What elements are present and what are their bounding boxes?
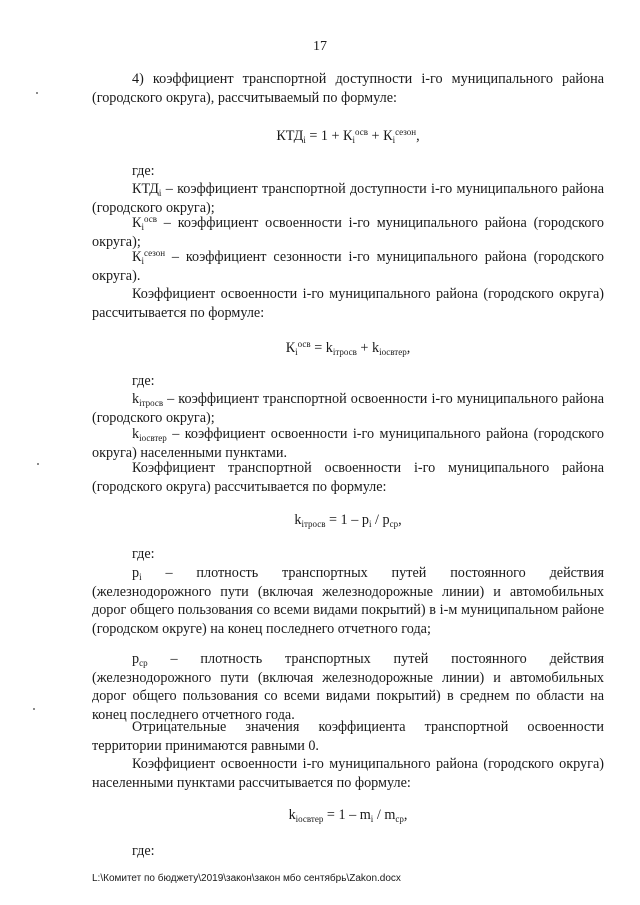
def-ktd [92, 180, 604, 217]
formula-ktd-plus: + К [368, 128, 393, 144]
where-label-2: где: [132, 373, 155, 389]
def-ksez-sym: К [132, 249, 142, 265]
para-osvter: Коэффициент освоенности i-го муниципального района (городского округа) населенными пунктами рассчитывается по формуле: [92, 756, 604, 791]
where-label-3: где: [132, 546, 155, 562]
def-kosvter-sub: iосвтер [139, 433, 167, 443]
def-ktd-sub: i [158, 188, 162, 198]
formula-ktd-lhs: КТД [276, 128, 304, 144]
scan-speck [33, 708, 35, 710]
para-trosv: Коэффициент транспортной освоенности i-го муниципального района (городского округа) рассчитывается по формуле: [92, 460, 604, 495]
formula-ktd-k1-sub: i [352, 135, 356, 145]
def-ktrosv [92, 390, 604, 427]
def-pcp [92, 650, 604, 724]
def-kosv [92, 214, 604, 251]
formula-ktd [92, 127, 604, 146]
scan-speck [37, 463, 39, 465]
formula-ktrosv-pcp-sub: ср [389, 519, 399, 529]
formula-kosv-lhs: К [285, 340, 296, 356]
page-number: 17 [313, 39, 327, 54]
formula-kosv-t2-sub: iосвтер [379, 347, 407, 357]
formula-kosvter-div: / m [373, 807, 396, 823]
def-kosv-sym: К [132, 215, 142, 231]
def-pcp-text: – плотность транспортных путей постоянного действия (железнодорожного пути (включая железнодорожные линии) и автомобильных дорог общего пользования со всеми видами покрытий) в среднем по области на конец последнего отчетного года. [92, 651, 604, 723]
formula-ktd-k1-sup: осв [355, 127, 368, 137]
formula-ktd-eq: = 1 + К [305, 128, 353, 144]
formula-ktrosv-end: , [398, 512, 402, 528]
formula-ktrosv [92, 511, 604, 530]
def-pi-sym: p [132, 565, 140, 581]
formula-kosvter-rhs: = 1 – m [323, 807, 371, 823]
where-label-4: где: [132, 843, 155, 859]
def-kosvter [92, 425, 604, 462]
formula-ktrosv-lhs-sub: iтросв [301, 519, 326, 529]
def-kosvter-sym: k [132, 426, 140, 442]
def-ksez-text: – коэффициент сезонности i-го муниципального района (городского округа). [92, 249, 604, 284]
def-ktrosv-sym: k [132, 391, 140, 407]
formula-kosvter-lhs-sub: iосвтер [295, 814, 324, 824]
formula-ktd-lhs-sub: i [303, 135, 306, 145]
formula-ktd-end: , [416, 128, 420, 144]
def-pi-sub: i [139, 572, 142, 582]
scan-speck [36, 92, 38, 94]
def-kosv-sub: i [141, 222, 144, 232]
formula-kosv-t1-sub: iтросв [332, 347, 357, 357]
def-ksez-sub: i [141, 256, 144, 266]
def-pcp-sym: p [132, 651, 140, 667]
formula-kosv-lhs-sub: i [295, 347, 298, 357]
formula-kosv-end: , [406, 340, 411, 356]
formula-kosvter-mcp-sub: ср [395, 814, 404, 824]
formula-ktd-k2-sup: сезон [395, 127, 417, 137]
formula-ktrosv-p-sub: i [368, 519, 372, 529]
formula-ktd-k2-sub: i [392, 135, 396, 145]
def-kosv-text: – коэффициент освоенности i-го муниципального района (городского округа); [92, 215, 604, 250]
formula-ktrosv-div: / p [371, 512, 390, 528]
formula-kosv-eq: = k [310, 340, 333, 356]
formula-ktrosv-rhs: = 1 – p [325, 512, 369, 528]
para-osv: Коэффициент освоенности i-го муниципального района (городского округа) рассчитывается по формуле: [92, 286, 604, 321]
def-ktd-text: – коэффициент транспортной доступности i-го муниципального района (городского округа); [92, 181, 604, 216]
formula-kosv [92, 339, 604, 358]
def-ksez [92, 248, 604, 285]
def-pi [92, 564, 604, 638]
def-ktrosv-text: – коэффициент транспортной освоенности i-го муниципального района (городского округа); [92, 391, 604, 426]
def-ksez-sup: сезон [143, 248, 166, 258]
formula-kosvter-m-sub: i [370, 814, 374, 824]
def-ktd-sym: КТД [132, 181, 159, 197]
para-negative: Отрицательные значения коэффициента транспортной освоенности территории принимаются равными 0. [92, 719, 604, 754]
def-kosv-sup: осв [143, 214, 157, 224]
def-pi-text: – плотность транспортных путей постоянного действия (железнодорожного пути (включая железнодорожные линии) и автомобильных дорог общего пользования со всеми видами покрытий) в i-м муниципальном районе (городском округе) на конец последнего отчетного года; [92, 565, 604, 637]
formula-kosvter-lhs: k [288, 807, 296, 823]
def-kosvter-text: – коэффициент освоенности i-го муниципального района (городского округа) населенными пунктами. [92, 426, 604, 461]
item-4-intro: 4) коэффициент транспортной доступности i-го муниципального района (городского округа), рассчитываемый по формуле: [92, 71, 604, 106]
formula-ktrosv-lhs: k [294, 512, 302, 528]
formula-kosv-plus: + k [356, 340, 380, 356]
formula-kosv-lhs-sup: осв [297, 339, 311, 349]
formula-kosvter-end: , [403, 807, 408, 823]
formula-kosvter [92, 806, 604, 825]
footer-file-path: L:\Комитет по бюджету\2019\закон\закон мбо сентябрь\Zakon.docx [92, 873, 401, 884]
def-ktrosv-sub: iтросв [139, 398, 164, 408]
def-pcp-sub: ср [139, 658, 148, 668]
where-label-1: где: [132, 163, 155, 179]
